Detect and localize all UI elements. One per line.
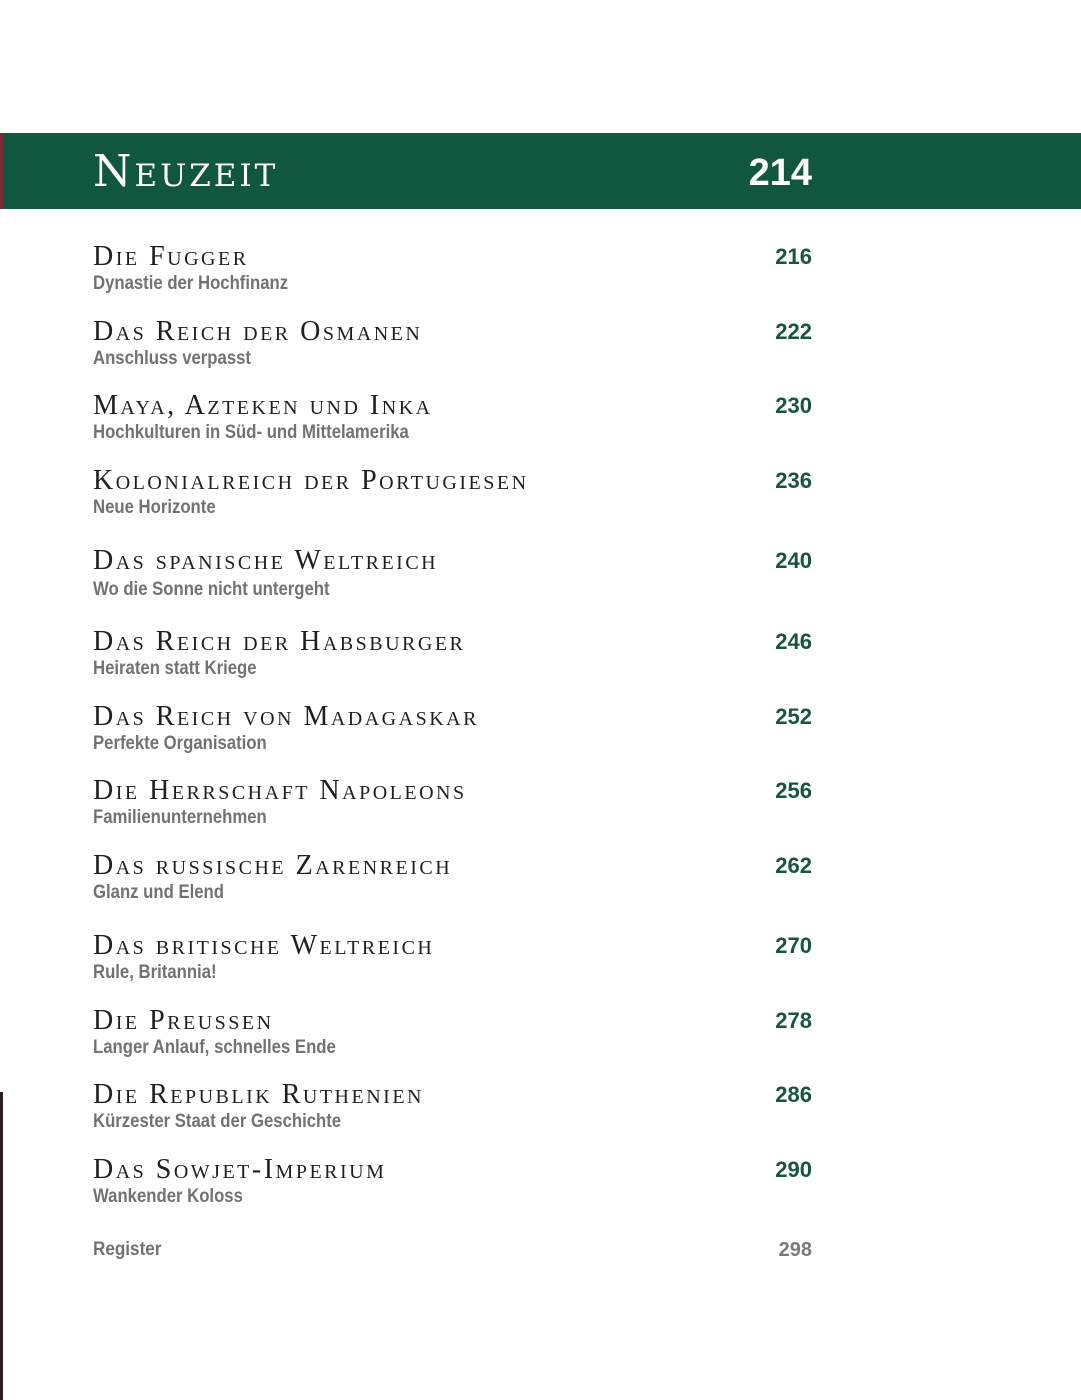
entry-page-number: 290 [775,1157,812,1182]
entry-title: Die Preussen [93,1005,274,1036]
entry-title: Die Fugger [93,241,249,272]
entry-title: Das russische Zarenreich [93,850,453,881]
entry-subtitle: Kürzester Staat der Geschichte [93,1111,342,1132]
entry-title: Das Sowjet-Imperium [93,1154,387,1185]
toc-entry[interactable] [93,1080,813,1142]
entry-page-number: 252 [775,704,812,729]
entry-subtitle: Rule, Britannia! [93,962,217,983]
register-page-number: 298 [778,1239,812,1261]
toc-entry[interactable] [93,546,813,608]
toc-entry[interactable] [93,627,813,689]
toc-entry[interactable] [93,242,813,304]
entry-title: Das Reich von Madagaskar [93,701,479,732]
toc-entry[interactable] [93,702,813,764]
entry-subtitle: Glanz und Elend [93,882,224,903]
entry-page-number: 240 [775,548,812,573]
entry-title: Das britische Weltreich [93,930,435,961]
entry-title: Die Republik Ruthenien [93,1079,424,1110]
entry-page-number: 216 [775,244,812,269]
entry-title: Das spanische Weltreich [93,545,439,576]
entry-page-number: 278 [775,1008,812,1033]
entry-title: Das Reich der Osmanen [93,316,423,347]
entry-page-number: 262 [775,853,812,878]
register-label: Register [93,1239,162,1260]
register-entry[interactable] [93,1238,813,1264]
entry-subtitle: Neue Horizonte [93,497,216,518]
entry-subtitle: Heiraten statt Kriege [93,658,257,679]
entry-page-number: 270 [775,933,812,958]
entry-page-number: 236 [775,468,812,493]
entry-subtitle: Anschluss verpasst [93,348,251,369]
entry-subtitle: Perfekte Organisation [93,733,267,754]
toc-entry[interactable] [93,466,813,528]
entry-subtitle: Familienunternehmen [93,807,267,828]
toc-entry[interactable] [93,931,813,993]
entry-title: Die Herrschaft Napoleons [93,775,467,806]
entry-page-number: 222 [775,319,812,344]
section-title: Neuzeit [93,146,279,197]
entry-subtitle: Langer Anlauf, schnelles Ende [93,1037,336,1058]
entry-title: Das Reich der Habsburger [93,626,466,657]
toc-entry[interactable] [93,317,813,379]
entry-subtitle: Dynastie der Hochfinanz [93,273,289,294]
entry-subtitle: Hochkulturen in Süd- und Mittelamerika [93,422,409,443]
entry-title: Maya, Azteken und Inka [93,390,433,421]
entry-page-number: 246 [775,629,812,654]
toc-entry[interactable] [93,1155,813,1217]
section-page-number: 214 [748,152,812,194]
entry-subtitle: Wo die Sonne nicht untergeht [93,579,330,600]
toc-entry[interactable] [93,851,813,913]
banner-edge-accent [0,133,3,209]
toc-entry[interactable] [93,1006,813,1068]
entry-page-number: 286 [775,1082,812,1107]
entry-page-number: 256 [775,778,812,803]
entry-page-number: 230 [775,393,812,418]
entry-subtitle: Wankender Koloss [93,1186,243,1207]
entry-title: Kolonialreich der Portugiesen [93,465,529,496]
page-edge-rule [0,1092,3,1400]
toc-entry[interactable] [93,391,813,453]
toc-entry[interactable] [93,776,813,838]
